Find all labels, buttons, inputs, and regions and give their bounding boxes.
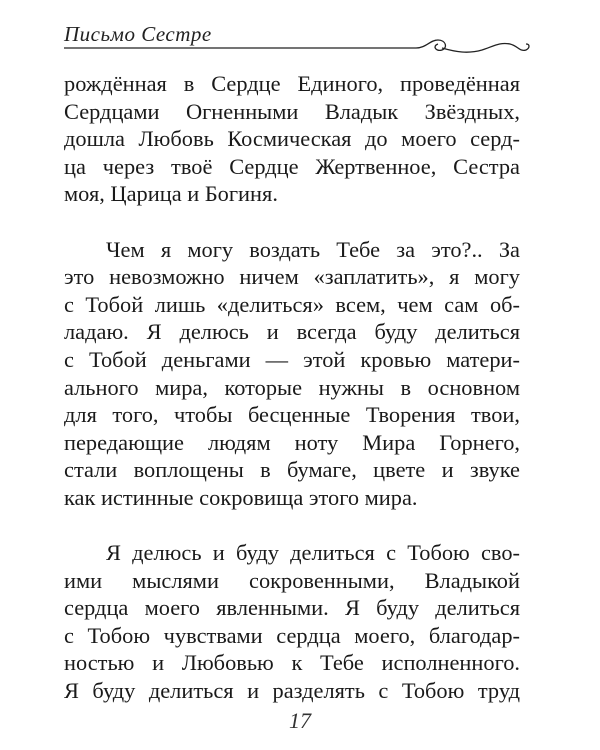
- text-line: ца через твоё Сердце Жертвенное, Сестра: [64, 153, 520, 179]
- text-line: дошла Любовь Космическая до моего серд-: [64, 126, 520, 152]
- paragraph-3: [64, 539, 520, 705]
- text-line: Сердцами Огненными Владык Звёздных,: [64, 98, 520, 124]
- text-line: Чем я могу воздать Тебе за это?.. За: [106, 236, 520, 262]
- text-line: как истинные сокровища этого мира.: [64, 484, 418, 510]
- text-line: ностью и Любовью к Тебе исполненного.: [64, 650, 520, 676]
- paragraph-2: [64, 236, 520, 512]
- paragraph-1: [64, 70, 520, 208]
- text-line: сердца моего явленными. Я буду делиться: [64, 595, 520, 621]
- text-line: стали воплощены в бумаге, цвете и звуке: [64, 457, 520, 483]
- page-body: [64, 70, 520, 705]
- text-line: с Тобой лишь «делиться» всем, чем сам об-: [64, 291, 520, 317]
- text-line: с Тобой деньгами — этой кровью матери-: [64, 346, 520, 372]
- text-line: Я буду делиться и разделять с Тобою труд: [64, 678, 520, 704]
- text-line: с Тобою чувствами сердца моего, благодар-: [64, 622, 520, 648]
- paragraph-gap: [64, 512, 520, 540]
- text-line: для того, чтобы бесценные Творения твои,: [64, 402, 520, 428]
- paragraph-gap: [64, 208, 520, 236]
- text-line: передающие людям ноту Мира Горнего,: [64, 429, 520, 455]
- text-line: ального мира, которые нужны в основном: [64, 374, 520, 400]
- text-line: моя, Царица и Богиня.: [64, 181, 278, 207]
- text-line: ими мыслями сокровенными, Владыкой: [64, 567, 520, 593]
- text-line: это невозможно ничем «заплатить», я могу: [64, 264, 520, 290]
- running-header: [64, 22, 534, 62]
- page-number: 17: [289, 708, 311, 733]
- text-line: ладаю. Я делюсь и всегда буду делиться: [64, 319, 520, 345]
- header-title: Письмо Сестре: [64, 22, 212, 46]
- text-line: рождённая в Сердце Единого, проведённая: [64, 71, 520, 96]
- text-line: Я делюсь и буду делиться с Тобою сво-: [106, 540, 520, 566]
